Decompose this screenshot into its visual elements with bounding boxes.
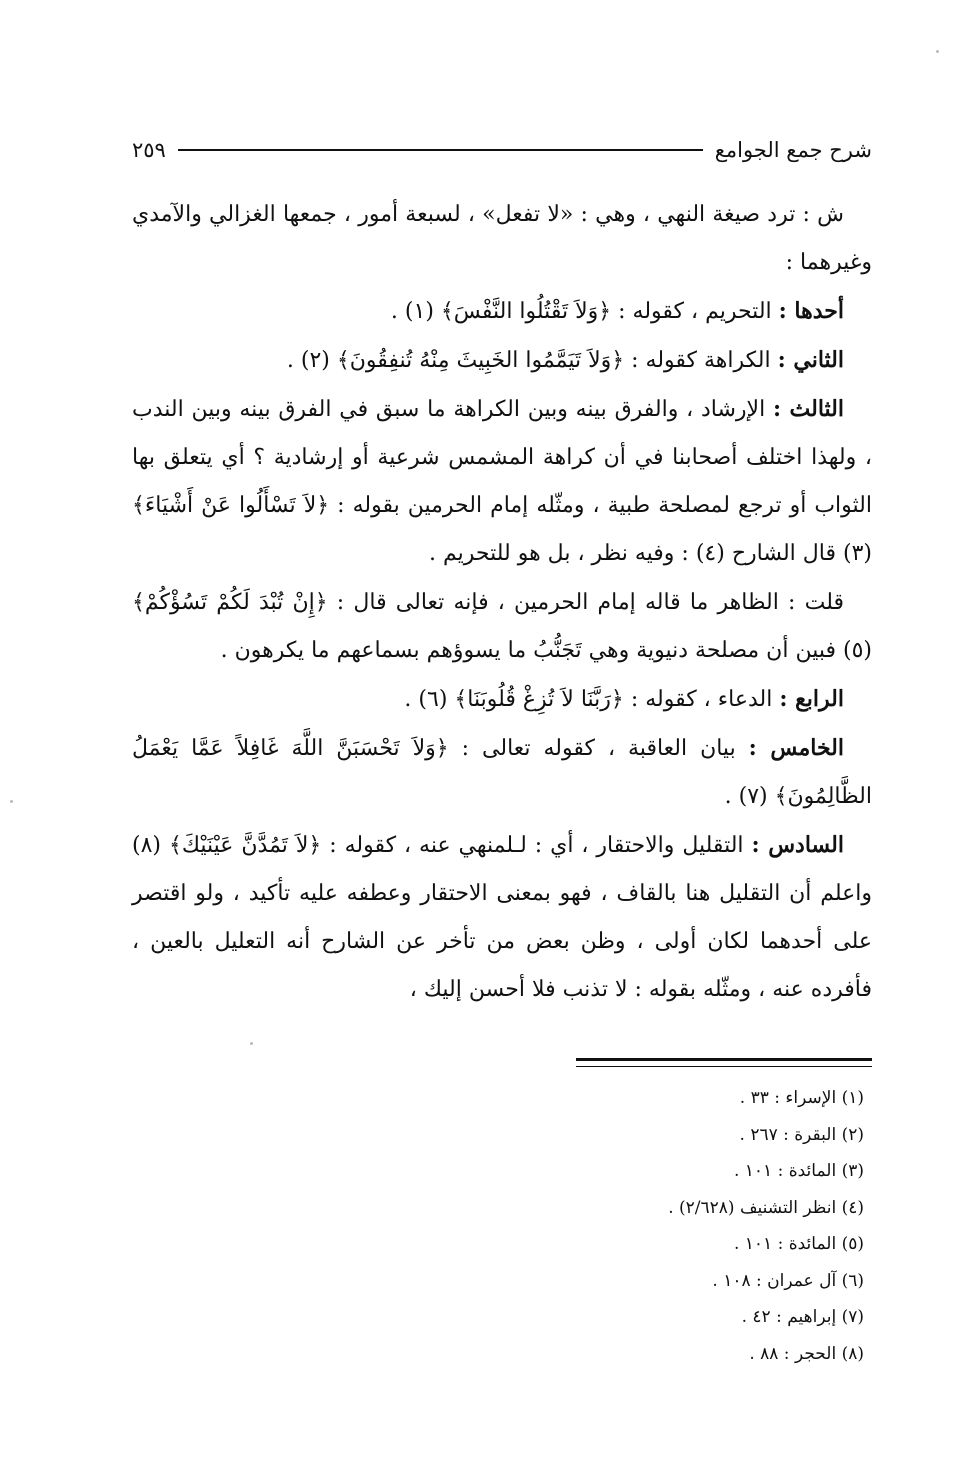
paragraph-text: التقليل والاحتقار ، أي : لـلمنهي عنه ، كقوله : ﴿لاَ تَمُدَّنَّ عَيْنَيْكَ﴾ (٨) واعلم أن التقليل هنا بالقاف ، فهو بمعنى الاحتقار وعطفه عليه تأكيد ، ولو اقتصر على أحدهما لكان أولى ، وظن بعض من تأخر عن الشارح أنه التعليل بالعين ، فأفرده عنه ، ومثّله بقوله : لا تذنب فلا أحسن إليك ،: [132, 833, 872, 1002]
paragraph-fourth: [132, 675, 872, 724]
paragraph-lead: الثاني :: [777, 347, 844, 373]
paragraph-lead: الرابع :: [779, 686, 844, 712]
paragraph-text: الدعاء ، كقوله : ﴿رَبَّنَا لاَ تُزِغْ قُلُوبَنَا﴾ (٦) .: [404, 687, 780, 712]
paragraph-lead: الخامس :: [748, 735, 844, 761]
footnote-item: (٨) الحجر : ٨٨ .: [749, 1343, 864, 1364]
paragraph-text: قلت : الظاهر ما قاله إمام الحرمين ، فإنه تعالى قال : ﴿إِنْ تُبْدَ لَكُمْ تَسُؤْكُمْ﴾ (٥) فبين أن مصلحة دنيوية وهي تَجَنُّبُ ما يسوؤهم بسماعهم ما يكرهون .: [132, 590, 872, 663]
paragraph-first: [132, 287, 872, 336]
footnote-item: (٥) المائدة : ١٠١ .: [733, 1234, 864, 1254]
main-text: [132, 190, 872, 1014]
paragraph-commentary: [132, 578, 872, 675]
scan-speck: [10, 800, 13, 803]
footnote-item: (١) الإسراء : ٣٣ .: [739, 1088, 864, 1108]
paragraph-text: الإرشاد ، والفرق بينه وبين الكراهة ما سبق في الفرق بينه وبين الندب ، ولهذا اختلف أصحابنا في أن كراهة المشمس شرعية أو إرشادية ؟ أي يتعلق بها الثواب أو ترجع لمصلحة طبية ، ومثّله إمام الحرمين بقوله : ﴿لاَ تَسْأَلُوا عَنْ أَشْيَاءَ﴾ (٣) قال الشارح (٤) : وفيه نظر ، بل هو للتحريم .: [132, 397, 872, 566]
paragraph-sixth: [132, 821, 872, 1014]
paragraph-text: بيان العاقبة ، كقوله تعالى : ﴿وَلاَ تَحْسَبَنَّ اللَّهَ غَافِلاً عَمَّا يَعْمَلُ الظَّالِمُونَ﴾ (٧) .: [132, 736, 872, 809]
paragraph-third: [132, 385, 872, 578]
paragraph-lead: الثالث :: [772, 396, 844, 422]
paragraph-lead: أحدها :: [778, 298, 844, 324]
running-header: [132, 130, 872, 170]
footnote-item: (٤) انظر التشنيف (٢/٦٢٨) .: [668, 1197, 864, 1218]
scan-speck: [936, 50, 939, 53]
footnote-item: (٢) البقرة : ٢٦٧ .: [739, 1124, 864, 1145]
footnote-item: (٧) إبراهيم : ٤٢ .: [741, 1307, 864, 1327]
paragraph-text: ش : ترد صيغة النهي ، وهي : «لا تفعل» ، لسبعة أمور ، جمعها الغزالي والآمدي وغيرهما :: [132, 202, 872, 275]
paragraph-intro: [132, 190, 872, 287]
page-number: ٢٥٩: [132, 138, 166, 162]
scan-speck: [250, 1042, 253, 1045]
footnote-separator: [576, 1058, 872, 1061]
footnotes: [464, 1080, 864, 1372]
paragraph-text: التحريم ، كقوله : ﴿وَلاَ تَقْتُلُوا النَّفْسَ﴾ (١) .: [390, 299, 779, 324]
paragraph-second: [132, 336, 872, 385]
paragraph-lead: السادس :: [751, 832, 844, 858]
paragraph-fifth: [132, 724, 872, 821]
running-title: شرح جمع الجوامع: [714, 138, 872, 162]
footnote-item: (٦) آل عمران : ١٠٨ .: [712, 1270, 864, 1291]
paragraph-text: الكراهة كقوله : ﴿وَلاَ تَيَمَّمُوا الخَبِيثَ مِنْهُ تُنفِقُونَ﴾ (٢) .: [286, 348, 778, 373]
footnote-separator-thin: [576, 1066, 872, 1067]
footnote-item: (٣) المائدة : ١٠١ .: [733, 1161, 864, 1181]
header-rule: [178, 149, 703, 151]
